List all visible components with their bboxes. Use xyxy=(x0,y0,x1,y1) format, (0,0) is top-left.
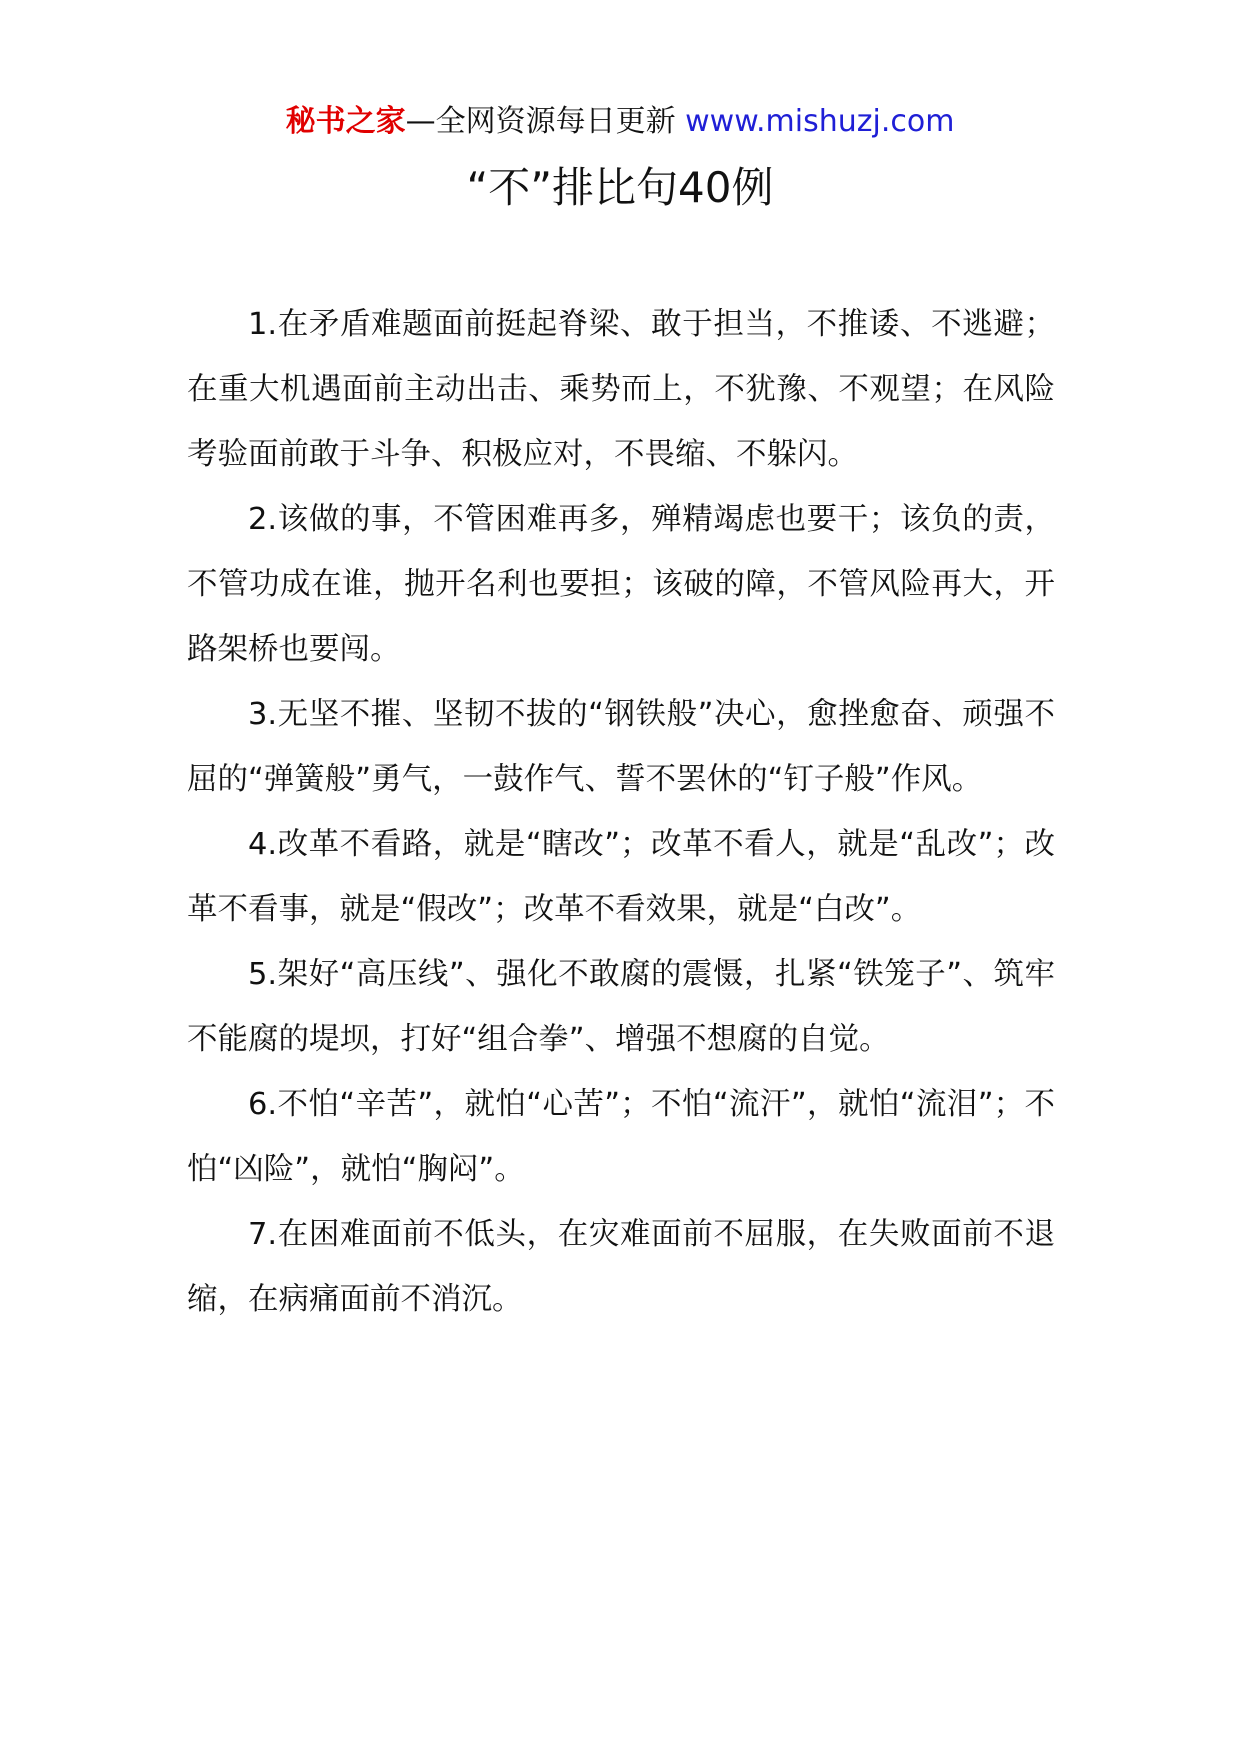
paragraph-6: 6.不怕“辛苦”，就怕“心苦”；不怕“流汗”，就怕“流泪”；不怕“凶险”，就怕“胸闷”。 xyxy=(187,1087,1055,1187)
paragraph-2: 2.该做的事，不管困难再多，殚精竭虑也要干；该负的责，不管功成在谁，抛开名利也要担；该破的障，不管风险再大，开路架桥也要闯。 xyxy=(187,502,1055,667)
site-header xyxy=(0,102,1240,142)
site-brand: 秘书之家 xyxy=(285,104,406,139)
paragraph-5: 5.架好“高压线”、强化不敢腐的震慑，扎紧“铁笼子”、筑牢不能腐的堤坝，打好“组合拳”、增强不想腐的自觉。 xyxy=(187,957,1055,1057)
document-body xyxy=(187,292,1055,1332)
site-tagline: —全网资源每日更新 xyxy=(405,104,676,139)
site-url-link[interactable]: www.mishuzj.com xyxy=(685,104,955,139)
paragraph-7: 7.在困难面前不低头，在灾难面前不屈服，在失败面前不退缩，在病痛面前不消沉。 xyxy=(187,1217,1055,1317)
paragraph-3: 3.无坚不摧、坚韧不拔的“钢铁般”决心，愈挫愈奋、顽强不屈的“弹簧般”勇气，一鼓作气、誓不罢休的“钉子般”作风。 xyxy=(187,697,1055,797)
paragraph-4: 4.改革不看路，就是“瞎改”；改革不看人，就是“乱改”；改革不看事，就是“假改”；改革不看效果，就是“白改”。 xyxy=(187,827,1055,927)
paragraph-1: 1.在矛盾难题面前挺起脊梁、敢于担当，不推诿、不逃避；在重大机遇面前主动出击、乘势而上，不犹豫、不观望；在风险考验面前敢于斗争、积极应对，不畏缩、不躲闪。 xyxy=(187,307,1055,472)
document-title: “不”排比句40例 xyxy=(466,163,774,212)
